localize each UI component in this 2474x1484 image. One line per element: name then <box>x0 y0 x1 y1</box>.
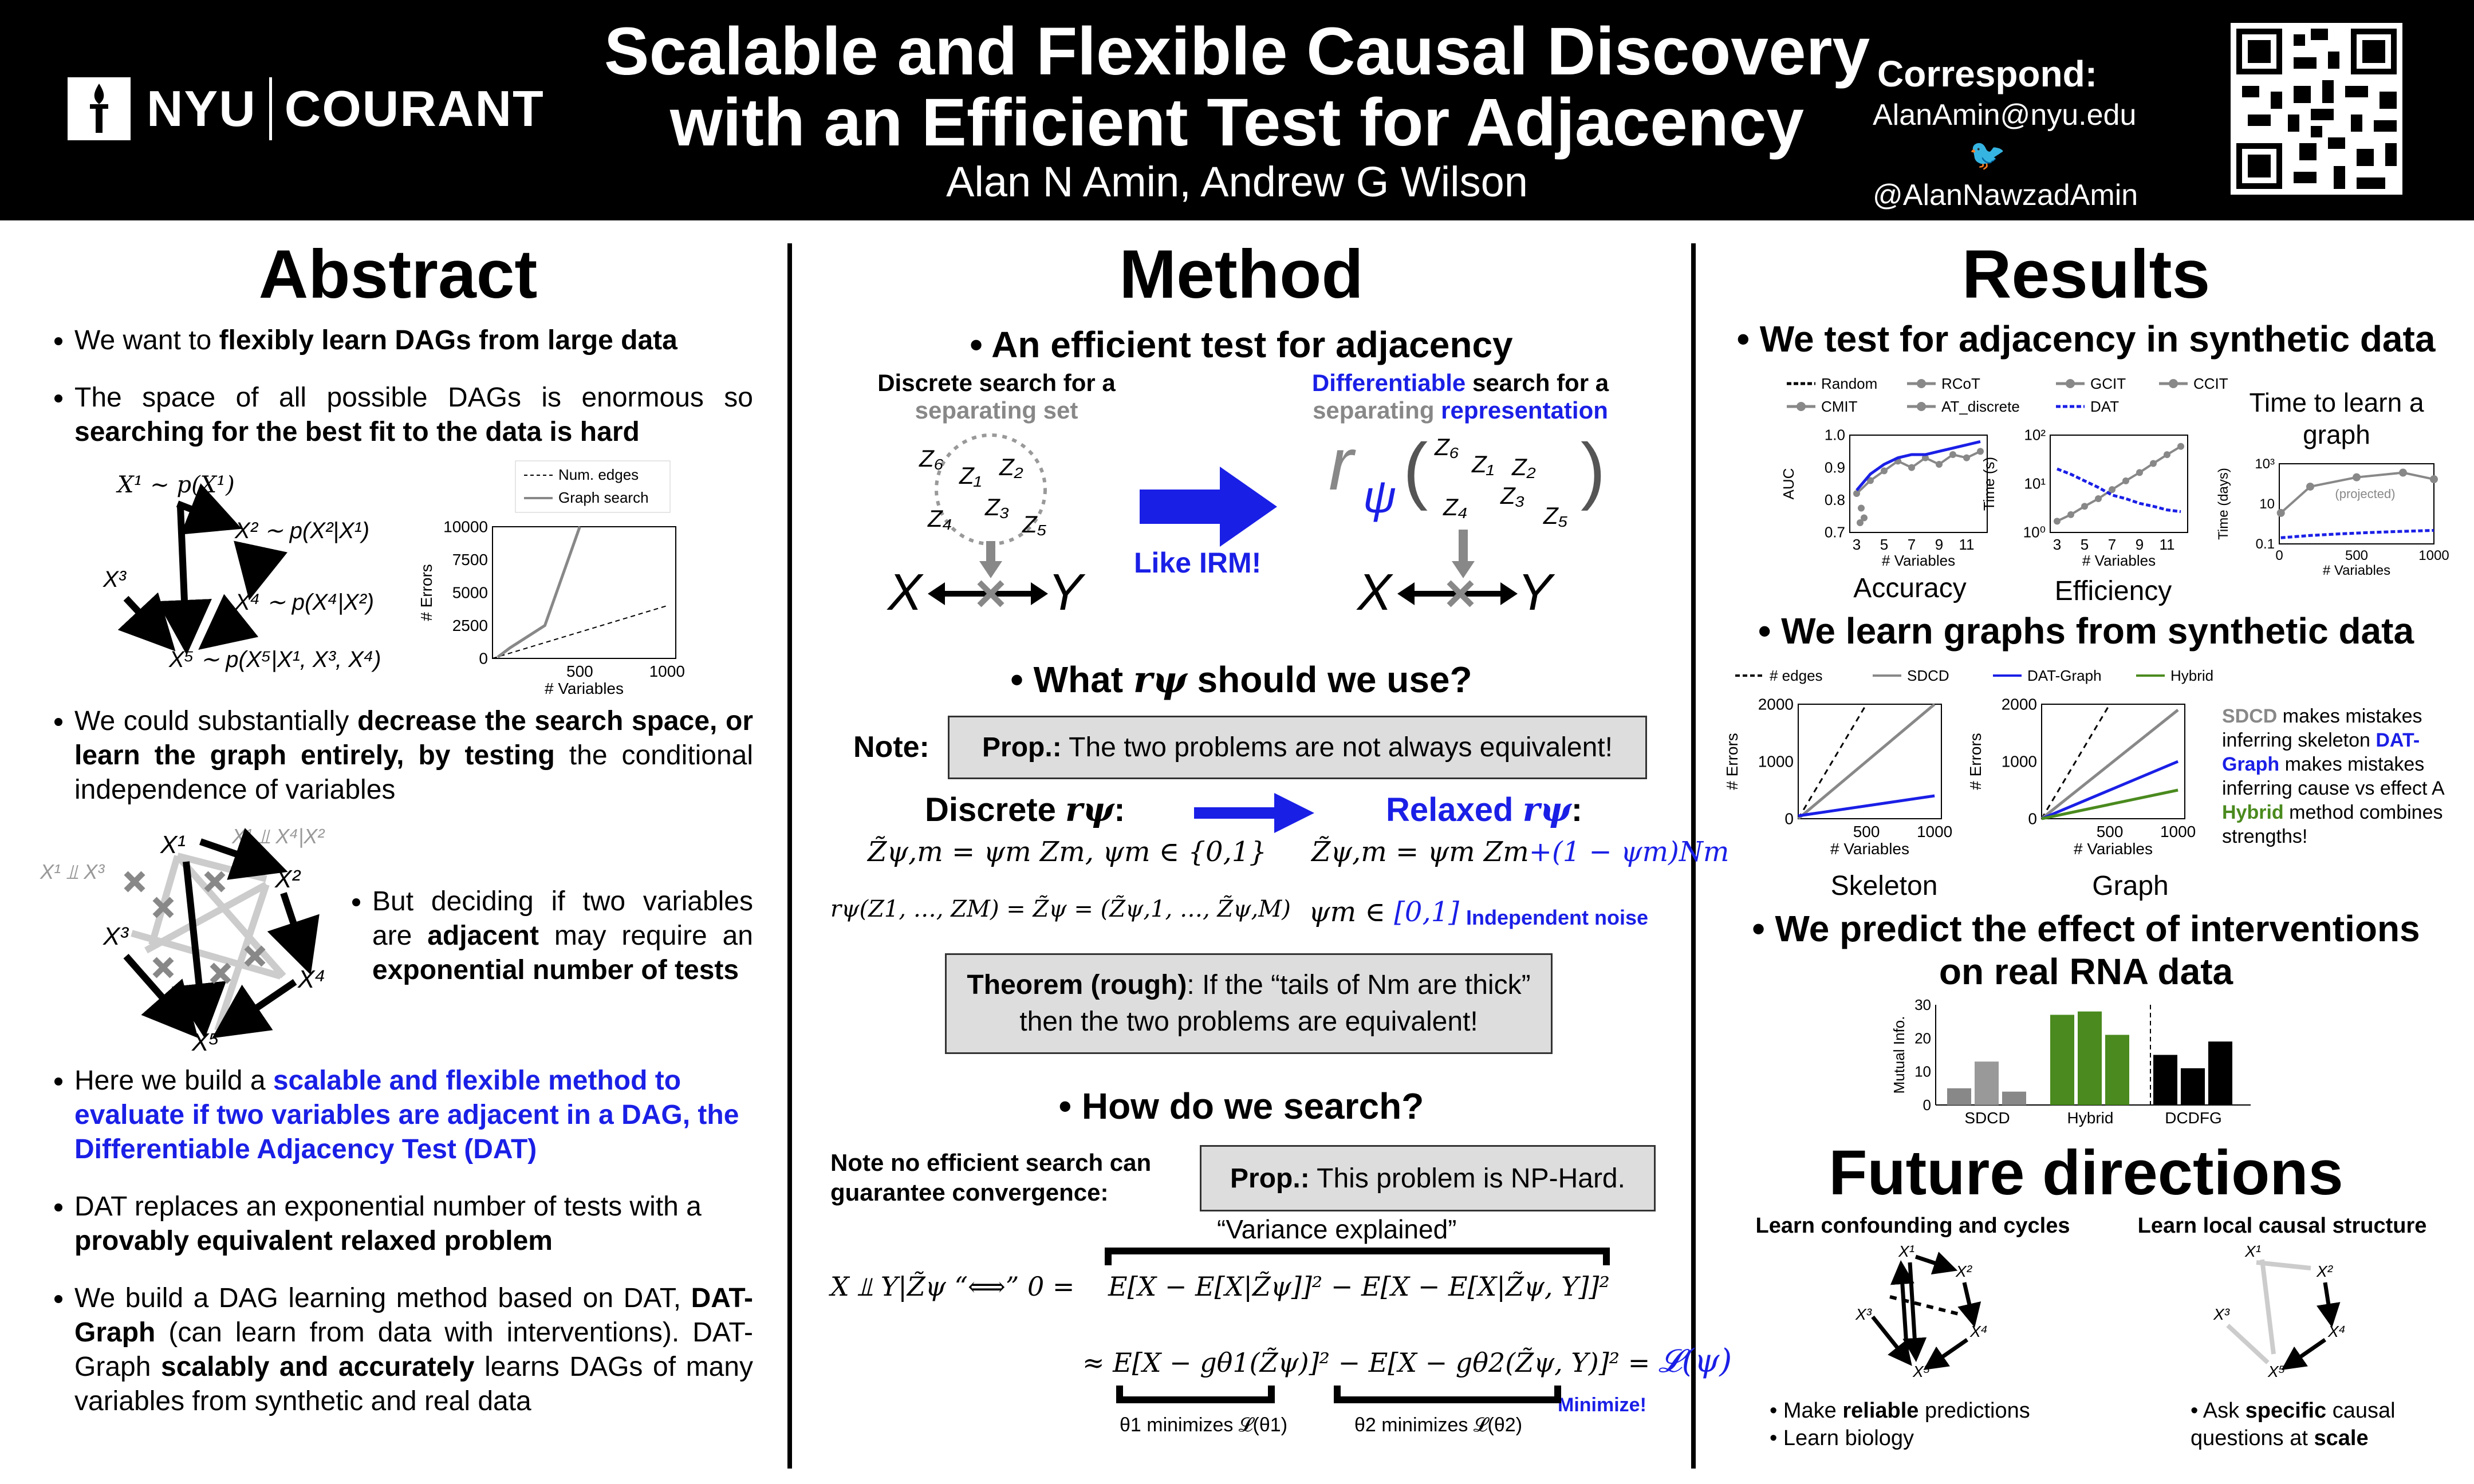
torch-icon <box>68 77 131 140</box>
svg-text:): ) <box>1581 428 1606 511</box>
correspondence <box>1873 53 2138 215</box>
series-dat-graph <box>2281 530 2434 538</box>
y-tick-label: 10 <box>2259 496 2275 512</box>
future-title: Future directions <box>1829 1138 2343 1208</box>
x-tick-label: 3 <box>2053 536 2062 553</box>
category-label: Hybrid <box>2067 1109 2114 1127</box>
bar <box>1947 1088 1971 1105</box>
point-rcot <box>2136 469 2143 476</box>
svg-text:Z₃: Z₃ <box>1500 482 1525 509</box>
accuracy-caption: Accuracy <box>1853 573 1967 603</box>
eq-x2: X² ∼ p(X²|X¹) <box>235 518 370 543</box>
prop-box-2: Prop.: This problem is NP-Hard. <box>1200 1145 1656 1211</box>
relaxed-eq-2: ψm ∈ [0,1] <box>1309 896 1459 928</box>
method-sub3: • How do we search? <box>1058 1086 1424 1127</box>
y-tick-label: 7500 <box>452 550 488 569</box>
svg-text:Z₅: Z₅ <box>1022 511 1047 538</box>
y-tick-label: 2000 <box>1758 695 1794 713</box>
y-tick-label: 0 <box>1923 1096 1931 1114</box>
point-rcot <box>2109 486 2115 493</box>
x-tick-label: 7 <box>1907 536 1916 553</box>
prop-box-1: Prop.: The two problems are not always equivalent! <box>948 716 1647 779</box>
y-axis-label: Time (s) <box>1980 456 1998 511</box>
graph-caption: Graph <box>2092 871 2169 901</box>
results-sub3: • We predict the effect of interventions on real RNA data <box>1752 908 2420 992</box>
series-sdcd <box>2042 710 2178 819</box>
x-tick-label: 500 <box>566 662 593 680</box>
point-gcit <box>1936 461 1943 468</box>
series---edges <box>1798 704 1866 819</box>
variance-explained-label: “Variance explained” <box>1217 1214 1457 1244</box>
series-num-edges <box>493 606 667 658</box>
title-line-2: with an Efficient Test for Adjacency <box>669 85 1805 160</box>
bar <box>2153 1055 2177 1106</box>
adjacency-test-diagram <box>876 422 1667 627</box>
x-axis-label: # Variables <box>1830 840 1910 858</box>
point-gcit <box>1963 455 1970 461</box>
point-graph-search <box>2399 469 2407 477</box>
svg-text:Z₄: Z₄ <box>1443 494 1468 520</box>
skeleton-chart <box>1724 687 1970 876</box>
series-graph-search <box>498 527 580 657</box>
x-axis-label: # Variables <box>1881 552 1956 569</box>
future-left-bullets <box>1770 1397 2030 1452</box>
accuracy-chart <box>1780 418 2004 590</box>
point-rcot <box>2164 451 2170 458</box>
results-sub2: • We learn graphs from synthetic data <box>1758 610 2414 652</box>
edge-1-2 <box>178 504 229 524</box>
theta1-label: θ1 minimizes 𝓛(θ1) <box>1120 1414 1288 1436</box>
x-axis-label: # Variables <box>2073 840 2153 858</box>
svg-text:Z₃: Z₃ <box>985 494 1010 520</box>
y-tick-label: 10000 <box>443 518 488 536</box>
legend-entry: RCoT <box>1941 375 1980 392</box>
y-tick-label: 10⁰ <box>2023 523 2046 541</box>
y-tick-label: 1.0 <box>1824 426 1845 444</box>
y-tick-label: 0.1 <box>2255 536 2275 552</box>
legend-entry: CCIT <box>2193 375 2228 392</box>
twitter-handle[interactable] <box>1873 135 2138 215</box>
legend-num-edges: Num. edges <box>558 466 639 483</box>
method-sub1: • An efficient test for adjacency <box>970 324 1513 365</box>
y-tick-label: 30 <box>1914 996 1931 1013</box>
point-graph-search <box>2277 509 2285 517</box>
x-tick-label: 1000 <box>649 662 685 680</box>
future-right-bullets: • Ask specific causal questions at scale <box>2191 1399 2396 1450</box>
discrete-to-relaxed-arrow <box>1194 790 1314 836</box>
legend-graph-search: Graph search <box>558 489 649 506</box>
y-tick-label: 2000 <box>2001 695 2037 713</box>
svg-text:Z₂: Z₂ <box>999 453 1023 480</box>
y-tick-label: 2500 <box>452 616 488 634</box>
equivalence-eq-left: X ⫫ Y|Z̃ψ “⟺” 0 = <box>830 1271 1075 1302</box>
y-tick-label: 1000 <box>2001 752 2037 771</box>
point-gcit <box>1949 451 1956 458</box>
x-node-right: X <box>1357 564 1392 621</box>
future-l2: • Learn biology <box>1770 1426 1914 1450</box>
x-tick-label: 5 <box>2080 536 2089 553</box>
category-label: SDCD <box>1964 1109 2010 1127</box>
abstract-bullet-2: • The space of all possible DAGs is enormous so searching for the best fit to the data is hard <box>74 381 753 449</box>
svg-text:X⁵: X⁵ <box>1913 1363 1931 1380</box>
bar <box>2105 1035 2129 1106</box>
node-x2: X² <box>275 865 300 893</box>
graph-learning-legend <box>1730 661 2245 690</box>
svg-text:X⁴: X⁴ <box>2328 1323 2346 1340</box>
abstract-title: Abstract <box>258 236 538 313</box>
series-dat-graph <box>2042 761 2178 819</box>
x-tick-label: 5 <box>1880 536 1889 553</box>
x-axis-label: # Variables <box>544 680 624 697</box>
series-dat <box>1857 441 1980 490</box>
eq-x1: X¹ ∼ p(X¹) <box>117 472 235 498</box>
skeleton-caption: Skeleton <box>1830 871 1938 901</box>
y-tick-label: 10¹ <box>2024 475 2046 492</box>
y-tick-label: 10 <box>1914 1063 1931 1080</box>
efficiency-chart <box>1980 418 2205 590</box>
x-tick-label: 1000 <box>2418 548 2449 563</box>
x-tick-label: 1000 <box>1916 823 1953 840</box>
legend-entry: GCIT <box>2090 375 2126 392</box>
theta2-label: θ2 minimizes 𝓛(θ2) <box>1354 1414 1523 1436</box>
x-tick-label: 11 <box>1959 536 1975 553</box>
svg-text:Z₁: Z₁ <box>1472 451 1494 477</box>
column-divider-1 <box>787 243 792 1469</box>
qr-code[interactable] <box>2231 23 2402 195</box>
nyu-courant-logo <box>68 69 545 149</box>
correspond-label: Correspond: <box>1877 53 2097 94</box>
legend-entry: Random <box>1821 375 1878 392</box>
svg-text:Z₆: Z₆ <box>1435 433 1459 460</box>
svg-text:Z₄: Z₄ <box>928 505 952 532</box>
eq-x4: X⁴ ∼ p(X⁴|X²) <box>235 590 375 615</box>
efficiency-caption: Efficiency <box>2054 576 2172 606</box>
graph-learning-notes: SDCD makes mistakes inferring skeleton DAT-Graph makes mistakes inferring cause vs effect A Hybrid method combines strengths! <box>2222 705 2444 847</box>
adjacency-legend <box>1781 372 2228 418</box>
x-axis-label: # Variables <box>2082 552 2156 569</box>
x-node-left: X <box>888 564 923 621</box>
results-title: Results <box>1961 236 2211 313</box>
x-axis-label: # Variables <box>2322 563 2391 578</box>
x-tick-label: 11 <box>2159 536 2175 553</box>
svg-text:X³: X³ <box>2213 1305 2229 1323</box>
logo-nyu: NYU <box>147 80 257 137</box>
note-label: Note: <box>853 731 929 764</box>
variance-eq: E[X − E[X|Z̃ψ]]² − E[X − E[X|Z̃ψ, Y]]² <box>1108 1271 1610 1302</box>
discrete-eq-2: rψ(Z1, …, ZM) = Z̃ψ = (Z̃ψ,1, …, Z̃ψ,M) <box>830 896 1291 922</box>
abstract-bullet-6: • DAT replaces an exponential number of tests with a provably equivalent relaxed problem <box>74 1190 753 1258</box>
svg-text:Z₅: Z₅ <box>1543 502 1568 529</box>
bar <box>2078 1012 2102 1105</box>
x-tick-label: 0 <box>2275 548 2283 563</box>
edge-3-5 <box>126 598 166 641</box>
time-to-learn-title: Time to learn a graph <box>2249 388 2424 449</box>
point-rcot <box>2095 495 2102 502</box>
point-rcot <box>2177 443 2184 450</box>
edge-1-5 <box>180 507 186 641</box>
local-structure-graph <box>2188 1240 2377 1388</box>
y-node-right: Y <box>1518 564 1553 621</box>
abstract-bullets-bottom <box>34 1064 753 1442</box>
svg-text:X²: X² <box>2317 1262 2333 1280</box>
abstract-bullet-3: • We could substantially decrease the search space, or learn the graph entirely, by testing the conditional independence of variables <box>74 704 753 807</box>
series-hybrid <box>2042 790 2178 819</box>
y-axis-label: Mutual Info. <box>1890 1016 1908 1094</box>
svg-text:X¹: X¹ <box>2245 1242 2261 1260</box>
svg-text:X³: X³ <box>1856 1305 1872 1323</box>
adjacency-test-figure <box>40 810 361 1062</box>
point-rcot <box>2122 477 2129 484</box>
abstract-bullet-7: • We build a DAG learning method based on DAT, DAT-Graph (can learn from data with interventions). DAT-Graph scalably and accurately learns DAGs of many variables from synthetic and real data <box>74 1281 753 1419</box>
results-sub1: • We test for adjacency in synthetic data <box>1736 318 2436 360</box>
y-node-left: Y <box>1048 564 1083 621</box>
svg-text:Z₁: Z₁ <box>959 462 982 489</box>
x-tick-label: 3 <box>1852 536 1861 553</box>
series-gcit <box>1857 451 1980 494</box>
like-irm-label: Like IRM! <box>1134 547 1262 579</box>
bar <box>1975 1061 1999 1105</box>
series---edges <box>2042 704 2110 819</box>
point-rcot <box>2054 518 2061 524</box>
svg-text:X⁵: X⁵ <box>2268 1363 2286 1380</box>
y-tick-label: 5000 <box>452 583 488 602</box>
y-axis-label: Time (days) <box>2216 468 2231 540</box>
point-gcit <box>1908 464 1915 471</box>
y-tick-label: 10² <box>2024 426 2046 444</box>
projected-label: (projected) <box>2335 487 2396 501</box>
y-axis-label: AUC <box>1780 468 1797 500</box>
confounding-cycles-graph <box>1810 1240 2016 1388</box>
bar <box>2002 1092 2026 1105</box>
np-hard-note: Note no efficient search can guarantee convergence: <box>830 1149 1152 1206</box>
approx-eq: ≈ E[X − gθ1(Z̃ψ)]² − E[X − gθ2(Z̃ψ, Y)]² = 𝓛(ψ) <box>1082 1343 1732 1380</box>
svg-text:(: ( <box>1403 428 1428 511</box>
point-outlier <box>1858 505 1865 512</box>
minimize-label: Minimize! <box>1558 1394 1646 1416</box>
svg-text:r: r <box>1329 422 1354 506</box>
edge-4-5 <box>209 618 238 641</box>
logo-courant: COURANT <box>284 80 545 137</box>
discrete-r-label: Discrete rψ: <box>925 790 1125 829</box>
graph-search-errors-chart <box>412 458 687 710</box>
svg-text:Z₆: Z₆ <box>919 445 944 472</box>
legend-entry: SDCD <box>1907 667 1949 684</box>
theorem-box: Theorem (rough): If the “tails of Nm are thick” then the two problems are equivalent! <box>945 953 1553 1054</box>
point-rcot <box>2081 503 2088 510</box>
svg-text:ψ: ψ <box>1363 471 1397 522</box>
series-dat <box>2057 469 2181 512</box>
arrow-icon <box>1140 467 1277 547</box>
relaxed-eq-1: Z̃ψ,m = ψm Zm+(1 − ψm)Nm <box>1311 836 1730 868</box>
x-tick-label: 500 <box>2096 823 2124 840</box>
x-tick-label: 500 <box>2345 548 2369 563</box>
plot-frame <box>493 527 676 658</box>
abstract-bullet-4: • But deciding if two variables are adjacent may require an exponential number of tests <box>372 885 753 988</box>
eq-x5: X⁵ ∼ p(X⁵|X¹, X³, X⁴) <box>169 647 381 672</box>
abstract-bullet-4-wrap <box>332 885 753 1011</box>
discrete-search-heading: Discrete search for a separating set <box>877 369 1116 424</box>
point-outlier <box>1857 519 1864 526</box>
authors: Alan N Amin, Andrew G Wilson <box>946 158 1528 206</box>
bar <box>2208 1041 2232 1105</box>
y-tick-label: 1000 <box>1758 752 1794 771</box>
x-tick-label: 500 <box>1853 823 1880 840</box>
legend-entry: CMIT <box>1821 398 1858 415</box>
x-tick-label: 9 <box>2135 536 2144 553</box>
twitter-icon: 🐦 <box>1968 139 2006 172</box>
legend-entry: DAT <box>2090 398 2120 415</box>
relaxed-r-label: Relaxed rψ: <box>1386 790 1583 829</box>
variance-bracket <box>1105 1245 1609 1268</box>
time-to-learn-chart <box>2216 452 2457 607</box>
point-gcit <box>1881 467 1888 474</box>
point-rcot <box>2067 511 2074 518</box>
x-tick-label: 1000 <box>2160 823 2196 840</box>
y-tick-label: 10³ <box>2255 456 2275 472</box>
theta-brackets <box>1117 1383 1563 1406</box>
svg-text:X⁴: X⁴ <box>1970 1323 1988 1340</box>
abstract-bullet-1: • We want to flexibly learn DAGs from large data <box>74 323 753 358</box>
differentiable-search-heading: Differentiable search for a separating representation <box>1311 369 1609 424</box>
email[interactable]: AlanAmin@nyu.edu <box>1873 98 2137 132</box>
node-x1: X¹ <box>160 831 186 859</box>
method-sub2: • What rψ should we use? <box>1010 658 1472 701</box>
y-tick-label: 0.8 <box>1824 491 1845 508</box>
svg-text:X¹: X¹ <box>1898 1242 1914 1260</box>
legend-entry: DAT-Graph <box>2027 667 2102 684</box>
poster-header <box>0 0 2474 220</box>
method-title: Method <box>1119 236 1364 313</box>
y-tick-label: 0.7 <box>1824 523 1845 541</box>
y-tick-label: 0 <box>1784 810 1794 828</box>
y-axis-label: # Errors <box>1723 733 1741 790</box>
series-sdcd <box>1798 704 1935 819</box>
svg-text:X²: X² <box>1956 1262 1972 1280</box>
x-tick-label: 9 <box>1935 536 1944 553</box>
abstract-bullets-top <box>34 323 753 472</box>
abstract-bullet-5: • Here we build a scalable and flexible method to evaluate if two variables are adjacent in a DAG, the Differentiable Adjacency Test (DAT) <box>74 1064 753 1167</box>
indep-label-1: X¹ ⫫ X⁴|X² <box>232 824 325 848</box>
future-right-heading: Learn local causal structure <box>2137 1214 2427 1238</box>
y-tick-label: 0 <box>479 649 488 668</box>
legend-entry: AT_discrete <box>1941 398 2020 415</box>
point-graph-search <box>2306 483 2314 491</box>
indep-label-2: X¹ ⫫ X³ <box>40 860 105 883</box>
node-x5: X⁵ <box>192 1028 219 1056</box>
point-gcit <box>1853 490 1860 497</box>
bar <box>2050 1015 2074 1106</box>
svg-text:Z₂: Z₂ <box>1512 453 1536 480</box>
category-label: DCDFG <box>2165 1109 2222 1127</box>
twitter-text: @AlanNawzadAmin <box>1873 179 2138 212</box>
series-dat-graph <box>1798 796 1935 816</box>
graph-chart <box>1967 687 2213 876</box>
point-graph-search <box>2430 475 2438 483</box>
y-tick-label: 20 <box>1914 1029 1931 1047</box>
future-l1: • Make reliable predictions <box>1770 1399 2030 1423</box>
discrete-eq-1: Z̃ψ,m = ψm Zm, ψm ∈ {0,1} <box>868 836 1267 868</box>
y-axis-label: # Errors <box>417 564 435 621</box>
node-x3: X³ <box>103 922 128 950</box>
eq-x3: X³ <box>103 567 126 592</box>
future-left-heading: Learn confounding and cycles <box>1755 1214 2070 1238</box>
y-axis-label: # Errors <box>1967 733 1984 790</box>
point-gcit <box>1977 448 1984 455</box>
legend-entry: # edges <box>1770 667 1823 684</box>
point-rcot <box>2150 460 2157 467</box>
y-tick-label: 0 <box>2028 810 2037 828</box>
title-line-1: Scalable and Flexible Causal Discovery <box>604 14 1870 89</box>
node-x4: X⁴ <box>298 965 326 993</box>
x-tick-label: 7 <box>2107 536 2117 553</box>
y-tick-label: 0.9 <box>1824 459 1845 476</box>
legend-entry: Hybrid <box>2170 667 2214 684</box>
edge-2-4 <box>252 547 261 587</box>
independent-noise-label: Independent noise <box>1466 906 1649 929</box>
bar <box>2181 1068 2205 1105</box>
mutual-info-chart <box>1873 990 2274 1139</box>
point-graph-search <box>2353 473 2361 481</box>
